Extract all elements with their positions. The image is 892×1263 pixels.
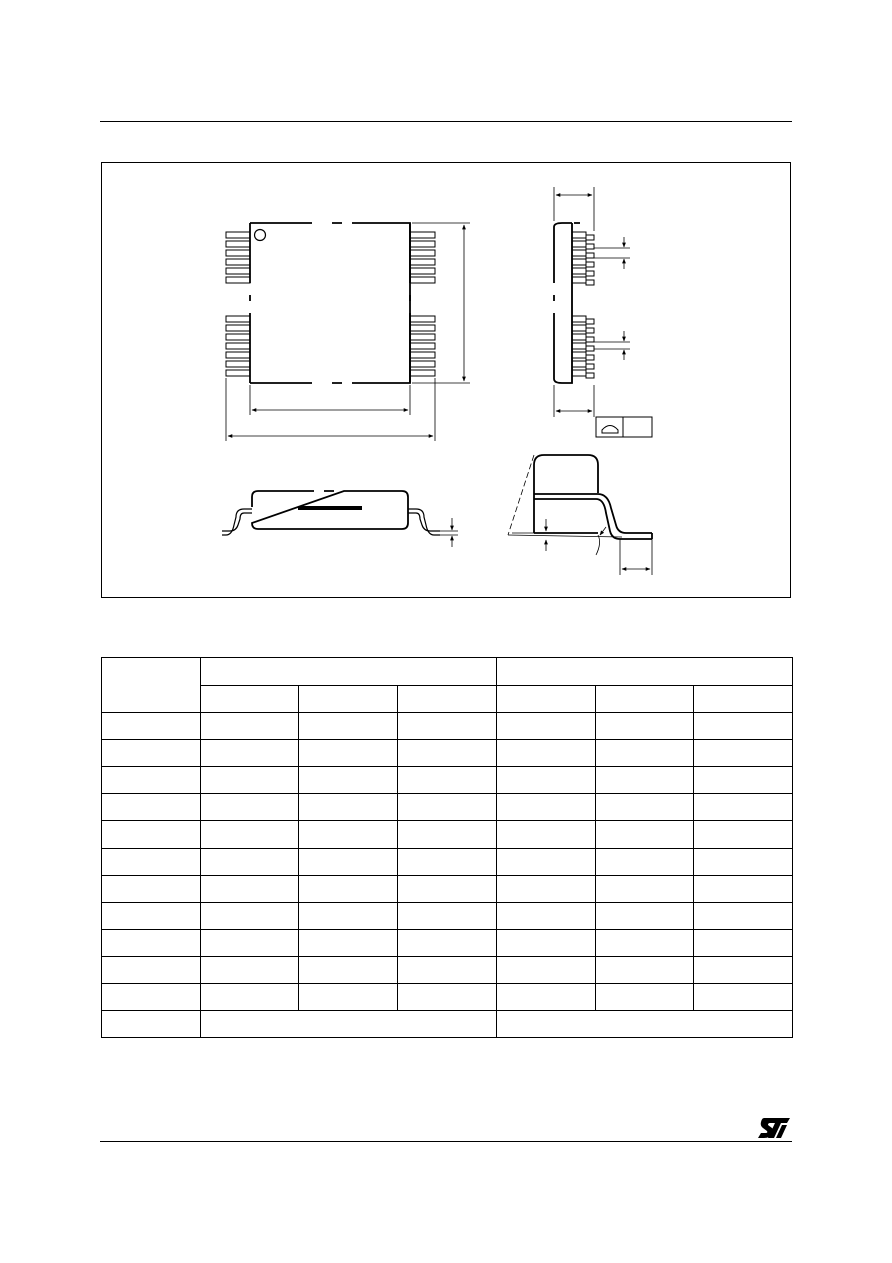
- table-cell: [102, 1010, 201, 1037]
- table-cell: [102, 713, 201, 740]
- table-cell: [398, 983, 497, 1010]
- footer-rule: [100, 1141, 792, 1142]
- table-cell: [497, 902, 596, 929]
- st-logo-icon: [756, 1116, 792, 1140]
- table-cell: [398, 767, 497, 794]
- table-cell: [497, 713, 596, 740]
- table-row: [102, 740, 793, 767]
- table-cell: [201, 821, 299, 848]
- package-outline-drawing: [102, 163, 792, 599]
- table-cell: [596, 875, 694, 902]
- table-cell: [596, 902, 694, 929]
- table-cell: [299, 875, 398, 902]
- table-cell: [497, 848, 596, 875]
- table-cell: [201, 848, 299, 875]
- table-cell: [299, 740, 398, 767]
- table-row: [102, 848, 793, 875]
- dim-header-cell: [102, 658, 201, 713]
- table-cell: [102, 794, 201, 821]
- table-cell: [694, 983, 793, 1010]
- table-cell: [299, 848, 398, 875]
- table-cell: [596, 713, 694, 740]
- table-cell: [694, 956, 793, 983]
- table-cell: [102, 875, 201, 902]
- table-row: [102, 875, 793, 902]
- table-cell: [201, 983, 299, 1010]
- subheader-cell: [299, 685, 398, 713]
- table-cell: [299, 983, 398, 1010]
- table-cell: [299, 902, 398, 929]
- table-cell: [497, 875, 596, 902]
- table-cell: [201, 956, 299, 983]
- table-cell: [102, 956, 201, 983]
- table-subheader-row: [102, 685, 793, 713]
- table-row: [102, 929, 793, 956]
- table-cell: [694, 875, 793, 902]
- table-cell: [398, 902, 497, 929]
- table-cell: [102, 848, 201, 875]
- table-cell: [102, 767, 201, 794]
- table-cell: [398, 848, 497, 875]
- table-cell: [694, 767, 793, 794]
- table-cell: [497, 740, 596, 767]
- table-row: [102, 983, 793, 1010]
- table-header-row: [102, 658, 793, 686]
- table-cell: [398, 740, 497, 767]
- table-row: [102, 821, 793, 848]
- package-drawing: [101, 162, 791, 598]
- group-header-cell: [201, 658, 497, 686]
- table-cell: [299, 713, 398, 740]
- subheader-cell: [201, 685, 299, 713]
- table-cell: [299, 956, 398, 983]
- table-cell: [596, 983, 694, 1010]
- lead-detail: [508, 455, 652, 575]
- side-view-front: [222, 491, 458, 547]
- table-cell: [694, 740, 793, 767]
- table-cell: [299, 929, 398, 956]
- table-cell-merged: [497, 1010, 793, 1037]
- table-cell: [497, 821, 596, 848]
- table-cell: [201, 902, 299, 929]
- table-cell: [201, 794, 299, 821]
- table-cell: [201, 767, 299, 794]
- table-cell: [596, 767, 694, 794]
- table-cell: [201, 875, 299, 902]
- table-cell: [398, 794, 497, 821]
- table-cell: [497, 983, 596, 1010]
- table-cell: [497, 794, 596, 821]
- table-cell: [398, 956, 497, 983]
- table-cell: [299, 767, 398, 794]
- table-cell: [596, 848, 694, 875]
- table-cell: [596, 956, 694, 983]
- table-cell: [102, 821, 201, 848]
- table-cell: [201, 929, 299, 956]
- table-cell: [694, 821, 793, 848]
- side-view-end: [554, 187, 652, 437]
- table-cell: [596, 821, 694, 848]
- top-view: [226, 223, 470, 441]
- table-row: [102, 902, 793, 929]
- table-cell: [694, 794, 793, 821]
- table-row: [102, 713, 793, 740]
- table-cell: [497, 929, 596, 956]
- subheader-cell: [694, 685, 793, 713]
- header-rule: [100, 121, 792, 122]
- table-cell: [596, 740, 694, 767]
- table-cell-merged: [201, 1010, 497, 1037]
- table-cell: [497, 956, 596, 983]
- table-cell: [299, 794, 398, 821]
- table-cell: [398, 929, 497, 956]
- table-cell: [299, 821, 398, 848]
- subheader-cell: [497, 685, 596, 713]
- table-cell: [102, 929, 201, 956]
- table-row: [102, 794, 793, 821]
- table-cell: [694, 713, 793, 740]
- table-cell: [694, 902, 793, 929]
- table-row: [102, 767, 793, 794]
- table-cell: [398, 821, 497, 848]
- dimension-table: [101, 657, 793, 1038]
- table-cell: [694, 929, 793, 956]
- table-cell: [398, 875, 497, 902]
- table-row: [102, 956, 793, 983]
- table-cell: [201, 713, 299, 740]
- table-cell: [398, 713, 497, 740]
- table-row-merged: [102, 1010, 793, 1037]
- table-cell: [497, 767, 596, 794]
- subheader-cell: [398, 685, 497, 713]
- table-cell: [102, 902, 201, 929]
- table-cell: [102, 983, 201, 1010]
- subheader-cell: [596, 685, 694, 713]
- table-cell: [596, 794, 694, 821]
- table-cell: [102, 740, 201, 767]
- group-header-cell: [497, 658, 793, 686]
- table-cell: [596, 929, 694, 956]
- table-cell: [694, 848, 793, 875]
- table-cell: [201, 740, 299, 767]
